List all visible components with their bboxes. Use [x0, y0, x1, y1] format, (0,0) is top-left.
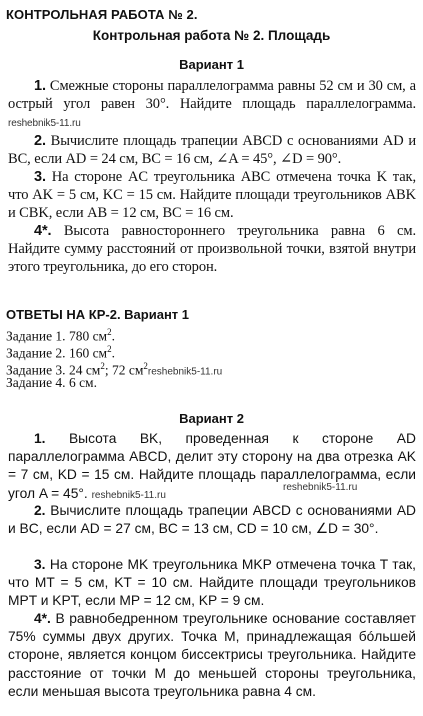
task-number: 3. — [34, 557, 46, 572]
answer-label: Задание 3. — [6, 362, 66, 378]
variant2-heading: Вариант 2 — [179, 411, 244, 426]
watermark: reshebnik5-11.ru — [147, 366, 223, 378]
task-text: Высота BK, проведенная к стороне AD параллелограмма ABCD, делит эту сторону на два отрезка AK = 7 см, KD = 15 см. Найдите площадь параллелограмма, если угол A = 45°. — [8, 431, 416, 501]
answer-value: 6 см. — [68, 375, 97, 390]
answer-value-2: ; 72 см — [104, 362, 144, 378]
task-number: 3. — [34, 169, 46, 185]
variant1-task4 — [8, 222, 416, 276]
answer-row-2: Задание 2. 160 $см^2$. — [6, 344, 115, 361]
variant2-task4 — [8, 610, 416, 701]
watermark-secondary: reshebnik5-11.ru — [283, 482, 358, 493]
answer-label: Задание 2. — [6, 345, 66, 361]
task-text: На стороне AC треугольника ABC отмечена точка K так, что AK = 5 см, KC = 15 см. Найдите площади треугольников ABK и CBK, если AB = 12 см, BC = 16 см. — [8, 169, 416, 221]
task-number: 2. — [34, 133, 46, 149]
task-text: Смежные стороны параллелограмма равны 52 см и 30 см, а острый угол равен 30°. Найдите площадь параллелограмма. — [8, 78, 416, 112]
answer-label: Задание 4. — [6, 375, 66, 390]
variant1-task3 — [8, 168, 416, 222]
task-text: Вычислите площадь трапеции ABCD с основаниями AD и BC, если AD = 27 см, BC = 13 см, CD = 10 см, ∠D = 30°. — [8, 503, 416, 537]
answer-label: Задание 1. — [6, 328, 66, 344]
variant1-task2 — [8, 132, 416, 168]
watermark: reshebnik5-11.ru — [8, 118, 81, 129]
page-title: Контрольная работа № 2. Площадь — [92, 28, 331, 43]
task-text: В равнобедренном треугольнике основание составляет 75% суммы двух других. Точка M, принадлежащая бóльшей стороне, является концом биссектрисы треугольника. Найдите расстояние от точки M до меньшей стороны треугольника, если меньшая высота треугольника равна 4 см. — [8, 611, 416, 699]
variant1-task1 — [8, 77, 416, 133]
task-number: 2. — [34, 503, 46, 518]
superscript: 2 — [143, 361, 148, 371]
task-text: Высота равностороннего треугольника равна 6 см. Найдите сумму расстояний от произвольной точки, взятой внутри этого треугольника, до его сторон. — [8, 223, 416, 275]
variant1-heading: Вариант 1 — [179, 57, 244, 72]
answer-value: 780 см — [68, 328, 108, 344]
superscript: 2 — [107, 327, 112, 337]
answer-value: 24 см — [68, 362, 101, 378]
answers-heading: ОТВЕТЫ НА КР-2. Вариант 1 — [6, 307, 190, 322]
answer-row-4 — [6, 375, 97, 391]
task-text: Вычислите площадь трапеции ABCD с основаниями AD и BC, если AD = 24 см, BC = 16 см, ∠A = 45°, ∠D = 90°. — [8, 133, 416, 167]
task-number: 4*. — [34, 611, 51, 626]
task-number: 4*. — [34, 223, 52, 239]
task-number: 1. — [34, 431, 46, 446]
answer-row-1: Задание 1. 780 $см^2$. — [6, 327, 115, 344]
page-header: КОНТРОЛЬНАЯ РАБОТА № 2. — [6, 7, 198, 22]
task-text: На стороне MK треугольника MKP отмечена точка T так, что MT = 5 см, KT = 10 см. Найдите площади треугольников MPT и KPT, если MP = 12 см, KP = 9 см. — [8, 557, 416, 609]
answer-value: 160 см — [68, 345, 108, 361]
variant2-task1 — [8, 430, 416, 505]
variant2-task2 — [8, 502, 416, 538]
variant2-task3 — [8, 556, 416, 611]
superscript: 2 — [100, 361, 105, 371]
superscript: 2 — [107, 344, 112, 354]
task-number: 1. — [34, 78, 46, 94]
watermark: reshebnik5-11.ru — [91, 489, 166, 501]
